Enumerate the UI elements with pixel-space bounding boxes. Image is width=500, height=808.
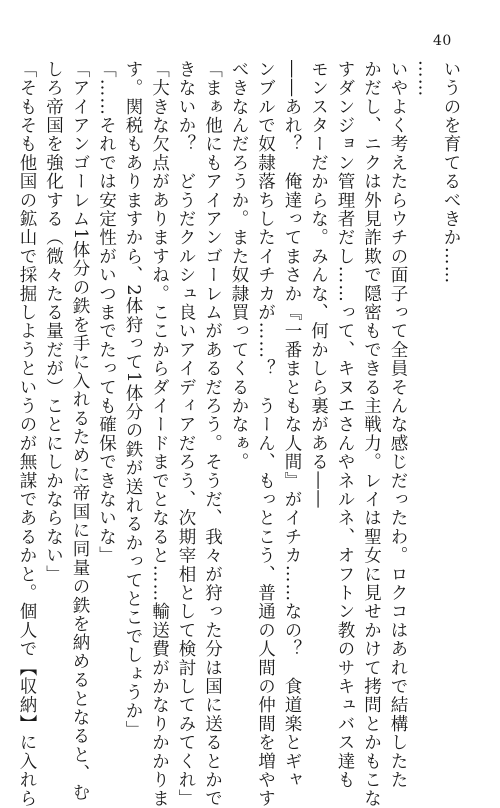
novel-text <box>17 60 464 808</box>
text-line: きないか？ どうだクルシュ良いアイディアだろう、次期宰相として検討してみてくれ」 <box>176 60 196 808</box>
text-line: 「アイアンゴーレム1体分の鉄を手に入れるために帝国に同量の鉄を納めるとなると、む <box>70 60 90 802</box>
text-line: 「大きな欠点がありますね。ここからダイードまでとなると……輸送費がかなりかかりま <box>149 60 170 808</box>
text-line: いやよく考えたらウチの面子って全員そんな感じだったわ。ロクコはあれで結構したた <box>388 60 408 790</box>
text-line: しろ帝国を強化する（微々たる量だが）ことにしかならない」 <box>43 60 64 584</box>
text-line: 「……それでは安定性がいつまでたっても確保できないな」 <box>96 60 117 565</box>
text-line: 「そもそも他国の鉱山で採掘しようというのが無謀であるかと。個人で【収納】に入れら <box>17 60 37 808</box>
text-line: …… <box>414 60 435 98</box>
text-line: モンスターだからな。みんな、何かしら裏がある―― <box>308 60 329 509</box>
page-number: 40 <box>433 33 452 49</box>
text-line: ――あれ？ 俺達ってまさか『一番まともな人間』がイチカ……なの？ 食道楽とギャ <box>282 60 302 790</box>
text-line: かだし、ニクは外見詐欺で隠密もできる主戦力。レイは聖女に見せかけて拷問とかもこな <box>361 60 382 808</box>
text-line: べきなんだろうか。また奴隷買ってくるかなぁ。 <box>229 60 249 472</box>
text-line: ンブルで奴隷落ちしたイチカが……？ うーん、もっとこう、普通の人間の仲間を増やす <box>255 60 276 808</box>
text-line: すダンジョン管理者だし……って、キヌエさんやネルネ、オフトン教のサキュバス達も <box>335 60 355 790</box>
text-line: 「まぁ他にもアイアンゴーレムがあるだろう。そうだ、我々が狩った分は国に送るとかで <box>202 60 223 808</box>
text-line: いうのを育てるべきか…… <box>441 60 461 285</box>
text-line: す。関税もありますから、2体狩って1体分の鉄が送れるかってとこでしょうか」 <box>123 60 143 740</box>
